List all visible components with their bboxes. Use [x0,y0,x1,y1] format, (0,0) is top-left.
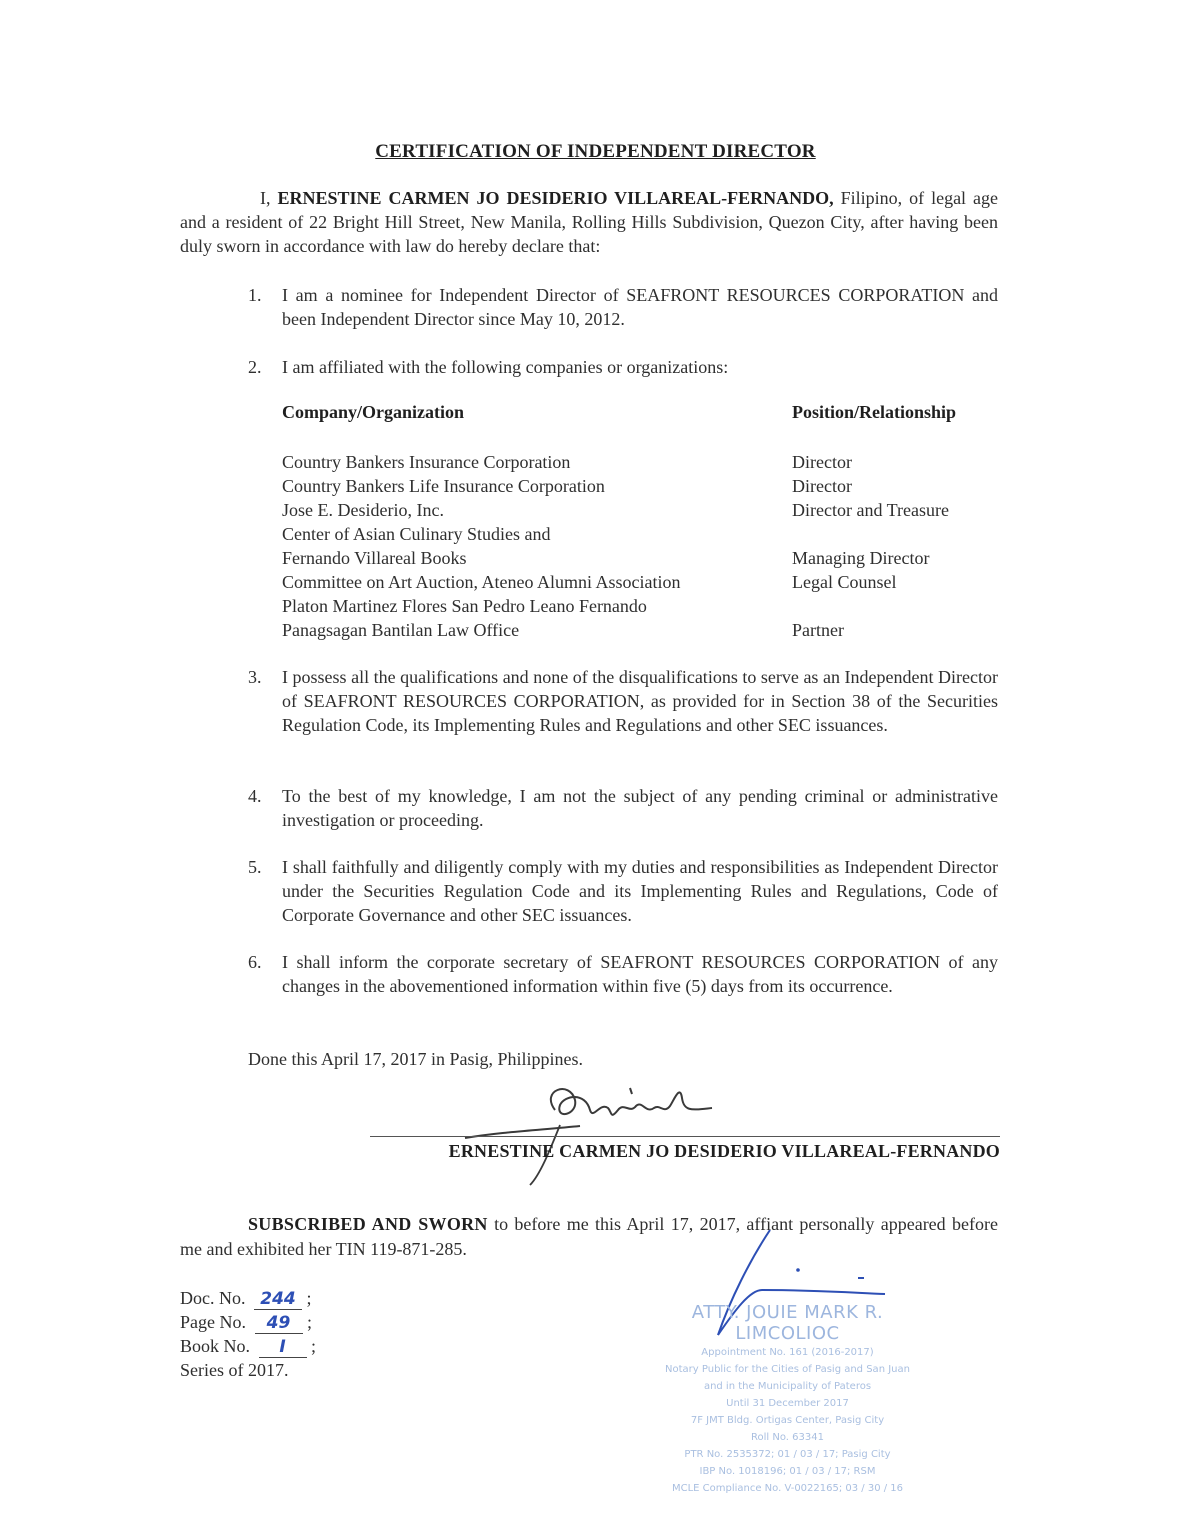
stamp-line: 7F JMT Bldg. Ortigas Center, Pasig City [690,1415,885,1426]
company-cell: Committee on Art Auction, Ateneo Alumni Association [282,572,681,592]
item-text: I am affiliated with the following companies or organizations: [282,357,729,377]
book-no-label: Book No. [180,1336,251,1356]
intro-prefix: I, [260,188,278,208]
doc-no-row [180,1286,316,1310]
company-cell: Center of Asian Culinary Studies and Fernando Villareal Books [282,524,551,568]
table-row [282,570,998,594]
notarial-register [180,1286,316,1382]
position-cell: Partner [792,620,844,640]
table-row [282,522,998,570]
stamp-line: Notary Public for the Cities of Pasig and San Juan [665,1364,910,1375]
jurat-rest: to before me this April 17, 2017, affiant personally appeared before me and exhibited her TIN 119-871-285. [180,1214,998,1259]
item-text: I am a nominee for Independent Director of SEAFRONT RESOURCES CORPORATION and been Independent Director since May 10, 2012. [282,285,998,329]
item-text: I possess all the qualifications and none of the disqualifications to serve as an Independent Director of SEAFRONT RESOURCES CORPORATION, as provided for in Section 38 of the Securities Regulation Code, its Implementing Rules and Regulations and other SEC issuances. [282,667,998,735]
notary-name: ATTY. JOUIE MARK R. LIMCOLIOC [691,1302,884,1344]
item-text: To the best of my knowledge, I am not the subject of any pending criminal or administrative investigation or proceeding. [282,786,998,830]
company-cell: Jose E. Desiderio, Inc. [282,500,444,520]
page-no-label: Page No. [180,1312,246,1332]
stamp-line: Appointment No. 161 (2016-2017) [701,1347,874,1358]
series-row: Series of 2017. [180,1360,289,1380]
doc-no-label: Doc. No. [180,1288,246,1308]
signatory-name: ERNESTINE CARMEN JO DESIDERIO VILLAREAL-FERNANDO [448,1141,1000,1161]
page-no-row [180,1310,316,1334]
table-row [282,594,998,642]
stamp-line: Until 31 December 2017 [726,1398,849,1409]
separator: ; [311,1336,317,1356]
position-cell: Director [792,476,852,496]
item-number: 1. [248,285,262,305]
stamp-line: MCLE Compliance No. V-0022165; 03 / 30 / 16 [671,1483,904,1494]
jurat-bold: SUBSCRIBED AND SWORN [248,1214,488,1234]
table-row [282,450,998,474]
separator: ; [307,1312,313,1332]
stamp-line: Roll No. 63341 [751,1432,824,1443]
document-title: CERTIFICATION OF INDEPENDENT DIRECTOR [375,141,816,162]
declaration-item-4 [248,784,998,832]
item-number: 5. [248,857,262,877]
declaration-item-5 [248,855,998,927]
declaration-item-2 [248,355,998,379]
company-cell: Country Bankers Insurance Corporation [282,452,571,472]
declaration-item-3 [248,665,998,737]
signature-block [370,1080,1000,1190]
header-position: Position/Relationship [792,402,957,422]
handwritten-signature-icon [460,1080,740,1190]
affiant-name: ERNESTINE CARMEN JO DESIDERIO VILLAREAL-FERNANDO, [277,188,834,208]
done-statement: Done this April 17, 2017 in Pasig, Philippines. [248,1049,584,1069]
page-no-value: 49 [255,1313,303,1334]
table-row [282,474,998,498]
stamp-line: IBP No. 1018196; 01 / 03 / 17; RSM [699,1466,876,1477]
book-no-value: I [259,1337,307,1358]
signature-line [370,1136,1000,1137]
company-cell: Platon Martinez Flores San Pedro Leano Fernando Panagsagan Bantilan Law Office [282,596,647,640]
jurat-paragraph [180,1212,998,1262]
item-number: 4. [248,786,262,806]
declaration-item-6 [248,950,998,998]
table-row [282,498,998,522]
item-number: 2. [248,357,262,377]
position-cell: Director [792,452,852,472]
item-text: I shall faithfully and diligently comply with my duties and responsibilities as Independent Director under the Securities Regulation Code and its Implementing Rules and Regulations, Code of Corporate Governance and other SEC issuances. [282,857,998,925]
item-text: I shall inform the corporate secretary of SEAFRONT RESOURCES CORPORATION of any changes in the abovementioned information within five (5) days from its occurrence. [282,952,998,996]
item-number: 3. [248,667,262,687]
item-number: 6. [248,952,262,972]
separator: ; [306,1288,312,1308]
company-cell: Country Bankers Life Insurance Corporation [282,476,605,496]
notary-stamp [660,1302,915,1497]
position-cell: Legal Counsel [792,572,897,592]
intro-rest: Filipino, of legal age and a resident of 22 Bright Hill Street, New Manila, Rolling Hills Subdivision, Quezon City, after having been duly sworn in accordance with law do hereby declare that: [180,188,999,256]
stamp-line: PTR No. 2535372; 01 / 03 / 17; Pasig City [684,1449,891,1460]
doc-no-value: 244 [254,1289,302,1310]
book-no-row [180,1334,316,1358]
declaration-item-1 [248,283,998,331]
position-cell: Managing Director [792,548,930,568]
header-company: Company/Organization [282,402,465,422]
intro-paragraph [180,186,998,258]
affiliations-header [282,402,998,450]
position-cell: Director and Treasure [792,500,949,520]
affiliations-table [282,402,998,642]
stamp-line: and in the Municipality of Pateros [703,1381,872,1392]
